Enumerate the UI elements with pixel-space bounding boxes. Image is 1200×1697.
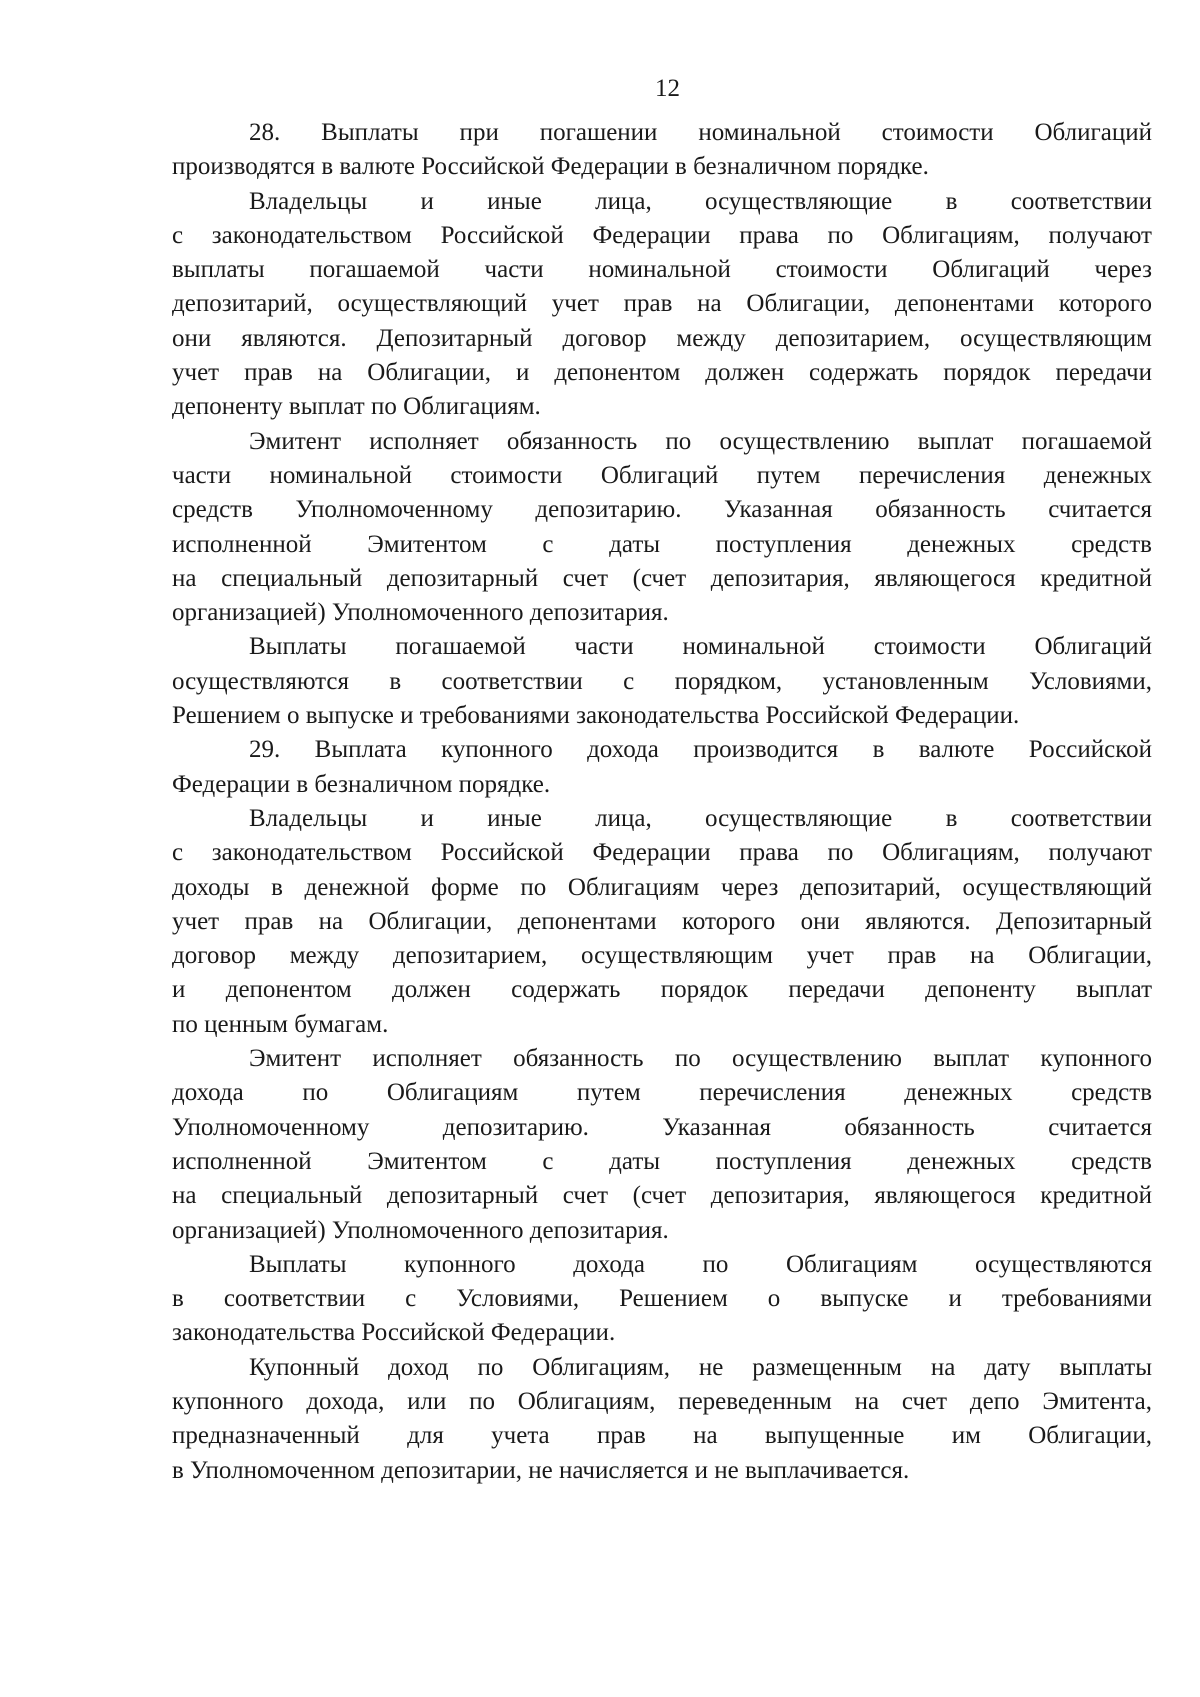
text-line: Владельцы и иные лица, осуществляющие в соответствии: [249, 804, 1152, 832]
text-line: исполненной Эмитентом с даты поступления денежных средств: [172, 530, 1152, 558]
text-line: предназначенный для учета прав на выпущенные им Облигации,: [172, 1422, 1152, 1450]
text-line: Эмитент исполняет обязанность по осуществлению выплат погашаемой: [249, 427, 1152, 455]
text-line: Эмитент исполняет обязанность по осуществлению выплат купонного: [249, 1045, 1152, 1073]
text-line: и депонентом должен содержать порядок передачи депоненту выплат: [172, 976, 1152, 1004]
text-line: на специальный депозитарный счет (счет депозитария, являющегося кредитной: [172, 1182, 1152, 1210]
text-line: части номинальной стоимости Облигаций путем перечисления денежных: [172, 461, 1152, 489]
document-body: [172, 116, 1152, 1488]
text-line: в соответствии с Условиями, Решением о выпуске и требованиями: [172, 1285, 1152, 1313]
text-line: осуществляются в соответствии с порядком, установленным Условиями,: [172, 667, 1152, 695]
text-line: Выплаты погашаемой части номинальной стоимости Облигаций: [249, 633, 1152, 661]
paragraph: [172, 1248, 1152, 1351]
paragraph: [172, 733, 1152, 802]
text-line: по ценным бумагам.: [172, 1010, 389, 1038]
text-line: организацией) Уполномоченного депозитария.: [172, 1216, 669, 1244]
text-line: законодательства Российской Федерации.: [172, 1319, 616, 1347]
text-line: с законодательством Российской Федерации права по Облигациям, получают: [172, 839, 1152, 867]
text-line: договор между депозитарием, осуществляющим учет прав на Облигации,: [172, 942, 1152, 970]
text-line: организацией) Уполномоченного депозитария.: [172, 599, 669, 627]
paragraph: [172, 185, 1152, 425]
text-line: в Уполномоченном депозитарии, не начисляется и не выплачивается.: [172, 1456, 910, 1484]
text-line: производятся в валюте Российской Федерации в безналичном порядке.: [172, 153, 929, 181]
text-line: дохода по Облигациям путем перечисления денежных средств: [172, 1079, 1152, 1107]
text-line: учет прав на Облигации, и депонентом должен содержать порядок передачи: [172, 359, 1152, 387]
text-line: они являются. Депозитарный договор между депозитарием, осуществляющим: [172, 324, 1152, 352]
text-line: исполненной Эмитентом с даты поступления денежных средств: [172, 1147, 1152, 1175]
text-line: Купонный доход по Облигациям, не размещенным на дату выплаты: [249, 1353, 1152, 1381]
text-line: депозитарий, осуществляющий учет прав на Облигации, депонентами которого: [172, 290, 1152, 318]
page-number: 12: [655, 75, 680, 102]
text-line: выплаты погашаемой части номинальной стоимости Облигаций через: [172, 256, 1152, 284]
text-line: 29. Выплата купонного дохода производится в валюте Российской: [249, 736, 1152, 764]
text-line: купонного дохода, или по Облигациям, переведенным на счет депо Эмитента,: [172, 1387, 1152, 1415]
text-line: Уполномоченному депозитарию. Указанная обязанность считается: [172, 1113, 1152, 1141]
text-line: на специальный депозитарный счет (счет депозитария, являющегося кредитной: [172, 564, 1152, 592]
text-line: учет прав на Облигации, депонентами которого они являются. Депозитарный: [172, 907, 1152, 935]
paragraph: [172, 1351, 1152, 1488]
text-line: Федерации в безналичном порядке.: [172, 770, 551, 798]
text-line: Выплаты купонного дохода по Облигациям осуществляются: [249, 1250, 1152, 1278]
paragraph: [172, 425, 1152, 631]
text-line: с законодательством Российской Федерации права по Облигациям, получают: [172, 221, 1152, 249]
text-line: 28. Выплаты при погашении номинальной стоимости Облигаций: [249, 119, 1152, 146]
text-line: депоненту выплат по Облигациям.: [172, 393, 541, 421]
text-line: средств Уполномоченному депозитарию. Указанная обязанность считается: [172, 496, 1152, 524]
paragraph: [172, 630, 1152, 733]
text-line: Владельцы и иные лица, осуществляющие в соответствии: [249, 187, 1152, 215]
paragraph: [172, 116, 1152, 185]
text-line: доходы в денежной форме по Облигациям через депозитарий, осуществляющий: [172, 873, 1152, 901]
paragraph: [172, 1042, 1152, 1248]
text-line: Решением о выпуске и требованиями законодательства Российской Федерации.: [172, 702, 1020, 730]
paragraph: [172, 802, 1152, 1042]
